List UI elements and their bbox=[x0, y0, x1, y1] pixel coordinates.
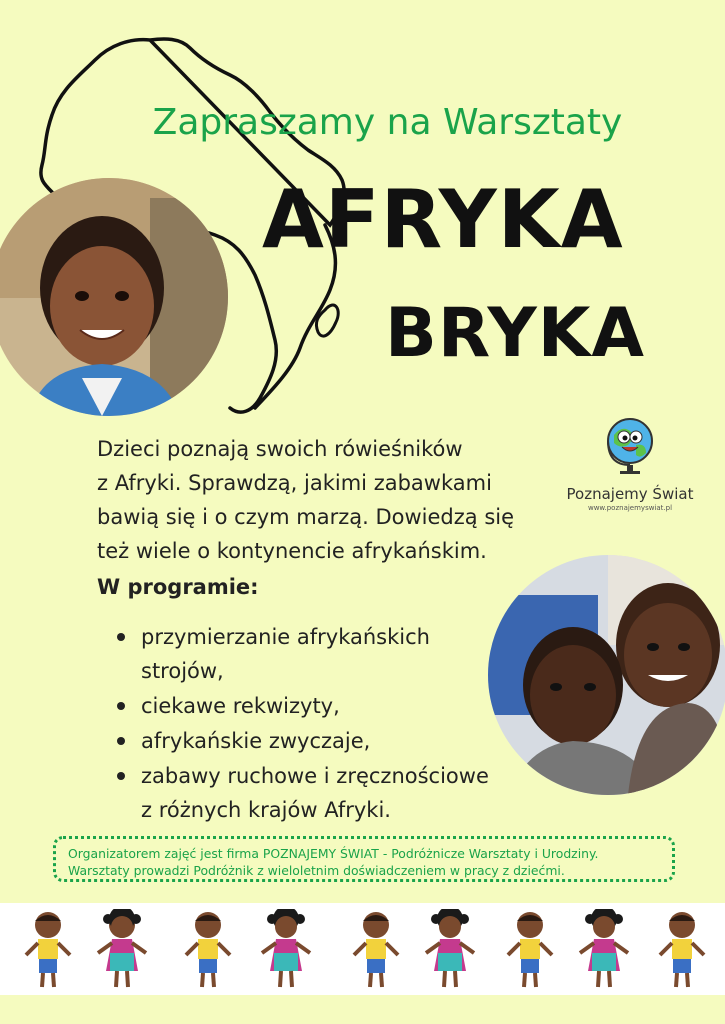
boy-figure bbox=[18, 909, 78, 993]
title-line-2: BRYKA bbox=[385, 294, 646, 373]
kids-strip bbox=[0, 903, 725, 995]
list-item-text: zabawy ruchowe i zręcznościowe bbox=[141, 764, 489, 788]
program-heading: W programie: bbox=[97, 575, 259, 599]
note-line: Warsztaty prowadzi Podróżnik z wieloletnim doświadczeniem w pracy z dziećmi. bbox=[68, 863, 565, 878]
intro-line: z Afryki. Sprawdzą, jakimi zabawkami bbox=[97, 471, 492, 495]
bullet-icon bbox=[117, 737, 125, 745]
bullet-icon bbox=[117, 772, 125, 780]
girl-figure bbox=[420, 909, 480, 993]
globe-mascot-icon bbox=[600, 415, 660, 477]
boy-figure bbox=[500, 909, 560, 993]
bullet-icon bbox=[117, 702, 125, 710]
logo bbox=[560, 415, 700, 512]
list-item-text: afrykańskie zwyczaje, bbox=[141, 729, 371, 753]
logo-name: Poznajemy Świat bbox=[566, 485, 694, 503]
photo-girl bbox=[0, 178, 228, 416]
bullet-icon bbox=[117, 633, 125, 641]
intro-line: bawią się i o czym marzą. Dowiedzą się bbox=[97, 505, 515, 529]
intro-line: też wiele o kontynencie afrykańskim. bbox=[97, 539, 487, 563]
program-list bbox=[115, 620, 515, 828]
organizer-note bbox=[53, 836, 675, 882]
girl-figure bbox=[92, 909, 152, 993]
logo-url: www.poznajemyswiat.pl bbox=[587, 504, 673, 512]
boy-figure bbox=[178, 909, 238, 993]
list-item bbox=[115, 724, 515, 758]
intro-paragraph bbox=[97, 432, 537, 568]
list-item bbox=[115, 759, 515, 827]
title-line-1: AFRYKA bbox=[262, 173, 624, 266]
girl-figure bbox=[256, 909, 316, 993]
intro-line: Dzieci poznają swoich rówieśników bbox=[97, 437, 463, 461]
boy-figure bbox=[346, 909, 406, 993]
photo-boys bbox=[488, 555, 725, 795]
list-item-text: przymierzanie afrykańskich bbox=[141, 625, 430, 649]
list-item-text: strojów, bbox=[141, 659, 224, 683]
list-item bbox=[115, 689, 515, 723]
girl-figure bbox=[574, 909, 634, 993]
subtitle: Zapraszamy na Warsztaty bbox=[152, 102, 623, 143]
note-line: Organizatorem zajęć jest firma POZNAJEMY ŚWIAT - Podróżnicze Warsztaty i Urodziny. bbox=[68, 846, 599, 861]
boy-figure bbox=[652, 909, 712, 993]
list-item-text: z różnych krajów Afryki. bbox=[141, 798, 391, 822]
list-item bbox=[115, 620, 515, 688]
list-item-text: ciekawe rekwizyty, bbox=[141, 694, 340, 718]
